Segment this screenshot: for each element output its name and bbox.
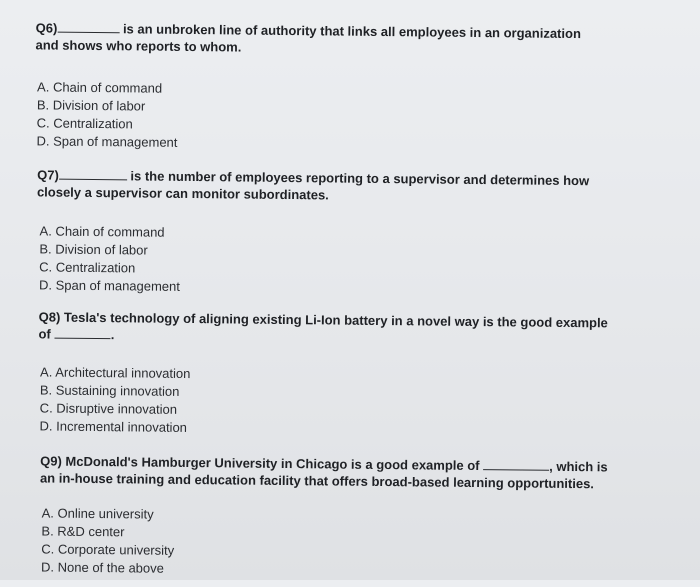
question-number: Q6)	[35, 20, 58, 36]
option-a[interactable]: A. Chain of command	[37, 79, 163, 96]
option-c[interactable]: C. Disruptive innovation	[39, 400, 178, 417]
question-stem-line2-prefix: of	[38, 326, 51, 342]
question-stem-line2-suffix: .	[110, 327, 115, 343]
option-b[interactable]: B. R&D center	[41, 523, 125, 540]
question-number: Q8)	[38, 309, 61, 325]
answer-blank	[483, 457, 549, 471]
options-7	[39, 222, 181, 295]
option-c[interactable]: C. Centralization	[36, 115, 133, 132]
question-stem-line2: and shows who reports to whom.	[35, 37, 242, 55]
option-c[interactable]: C. Corporate university	[41, 541, 175, 558]
option-d[interactable]: D. Incremental innovation	[39, 418, 188, 435]
option-a[interactable]: A. Architectural innovation	[40, 364, 191, 382]
question-stem-after-blank: , which is	[549, 458, 608, 475]
option-c[interactable]: C. Centralization	[39, 259, 136, 276]
question-stem-line2: an in-house training and education facility that offers broad-based learning opportunities.	[39, 470, 595, 492]
question-stem-line2: closely a supervisor can monitor subordinates.	[36, 184, 329, 203]
answer-blank	[59, 167, 127, 181]
options-8	[39, 363, 190, 437]
answer-blank	[57, 20, 119, 34]
option-d[interactable]: D. Span of management	[38, 277, 181, 294]
answer-blank	[55, 326, 111, 340]
question-7	[37, 166, 667, 207]
option-d[interactable]: D. None of the above	[40, 559, 164, 576]
question-8	[38, 308, 668, 349]
option-b[interactable]: B. Division of labor	[36, 97, 146, 114]
option-b[interactable]: B. Division of labor	[39, 241, 148, 258]
question-6	[35, 19, 675, 60]
option-a[interactable]: A. Chain of command	[39, 223, 165, 240]
options-6	[36, 78, 178, 151]
option-b[interactable]: B. Sustaining innovation	[39, 382, 180, 399]
options-9	[41, 504, 175, 577]
question-number: Q7)	[37, 167, 59, 183]
question-stem-line1: is an unbroken line of authority that links all employees in an organization	[119, 21, 582, 42]
question-stem-line1: Tesla's technology of aligning existing Li-Ion battery in a novel way is the good example	[60, 309, 608, 331]
question-stem-before-blank: McDonald's Hamburger University in Chicago is a good example of	[61, 453, 484, 474]
question-number: Q9)	[40, 453, 62, 469]
option-d[interactable]: D. Span of management	[36, 133, 178, 150]
option-a[interactable]: A. Online university	[41, 505, 154, 522]
question-stem-line1: is the number of employees reporting to a supervisor and determines how	[126, 168, 590, 189]
question-9	[40, 452, 665, 493]
